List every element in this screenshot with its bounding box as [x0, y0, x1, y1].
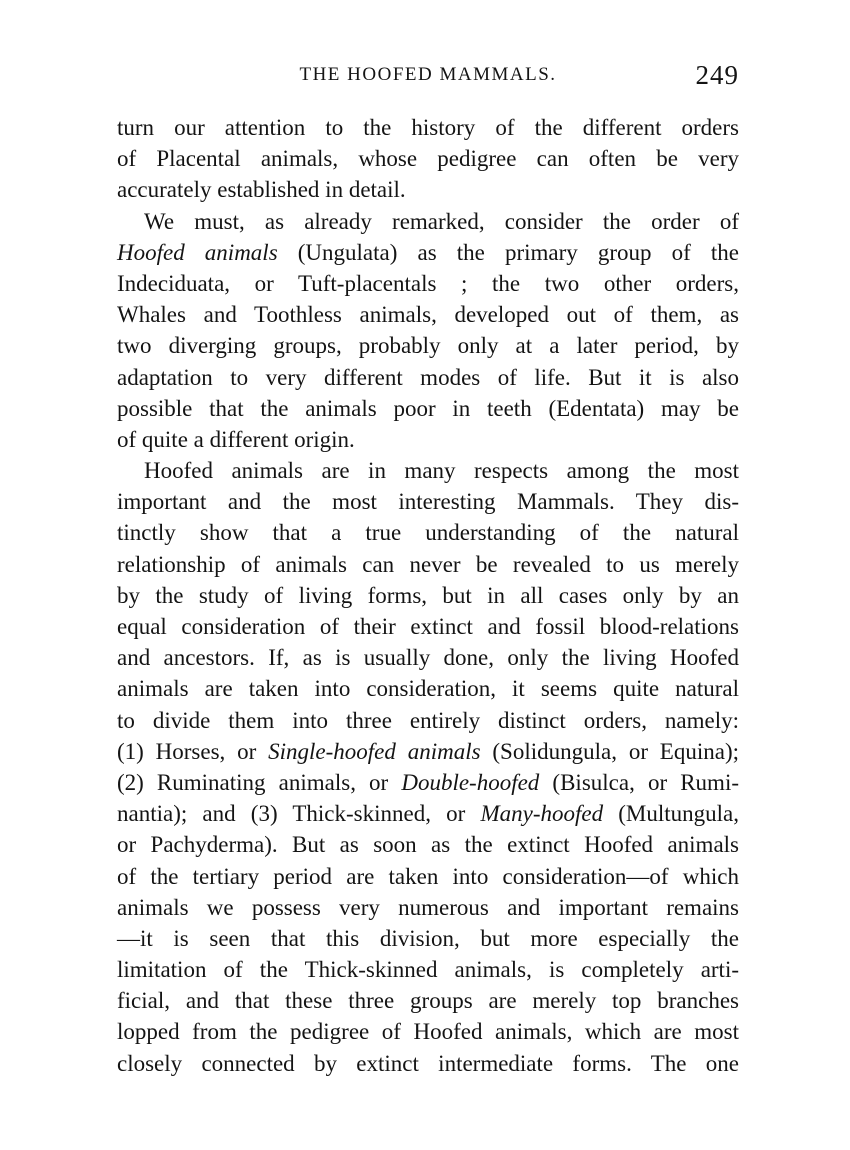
text-line: turn our attention to the history of the different orders [117, 115, 739, 140]
text-line: to divide them into three entirely distinct orders, namely: [117, 707, 739, 733]
text-line: and ancestors. If, as is usually done, only the living Hoofed [117, 645, 739, 671]
paragraph-start-line: We must, as already remarked, consider the order of [144, 208, 739, 234]
running-head [117, 58, 739, 94]
text-line: ficial, and that these three groups are merely top branches [117, 988, 739, 1014]
text-line: two diverging groups, probably only at a later period, by [117, 333, 739, 359]
text-line: or Pachyderma). But as soon as the extinct Hoofed animals [117, 832, 739, 858]
text-line: (1) Horses, or Single-hoofed animals (Solidungula, or Equina); [117, 738, 740, 764]
text-line: Whales and Toothless animals, developed out of them, as [117, 302, 739, 328]
text-line: —it is seen that this division, but more especially the [117, 925, 739, 951]
text-line: equal consideration of their extinct and fossil blood-relations [117, 614, 739, 639]
italic-term: Single-hoofed animals [268, 738, 481, 764]
text-line: relationship of animals can never be revealed to us merely [117, 551, 739, 577]
text-line: by the study of living forms, but in all cases only by an [117, 582, 739, 608]
text-line: nantia); and (3) Thick-skinned, or Many-hoofed (Multungula, [117, 801, 739, 827]
running-title: THE HOOFED MAMMALS. [299, 64, 557, 85]
text-line: important and the most interesting Mammals. They dis- [117, 489, 739, 515]
page-number: 249 [695, 60, 739, 90]
text-line: limitation of the Thick-skinned animals, is completely arti- [117, 957, 739, 983]
text-line: of quite a different origin. [117, 426, 355, 452]
text-line: of the tertiary period are taken into consideration—of which [117, 863, 739, 889]
text-line: tinctly show that a true understanding of the natural [117, 520, 739, 546]
text-line: of Placental animals, whose pedigree can often be very [117, 146, 739, 172]
text-line: animals we possess very numerous and important remains [117, 894, 739, 920]
text-line: Hoofed animals (Ungulata) as the primary group of the [117, 239, 739, 265]
text-line: accurately established in detail. [117, 177, 406, 203]
text-line: lopped from the pedigree of Hoofed animals, which are most [117, 1019, 739, 1045]
text-line: possible that the animals poor in teeth (Edentata) may be [117, 395, 739, 421]
body-text [117, 112, 739, 1079]
text-line: animals are taken into consideration, it seems quite natural [117, 676, 739, 702]
text-line: closely connected by extinct intermediate forms. The one [117, 1050, 739, 1076]
text-line: adaptation to very different modes of life. But it is also [117, 364, 739, 390]
italic-term: Double-hoofed [401, 769, 540, 795]
italic-term: Hoofed animals [117, 239, 278, 265]
text-line: Indeciduata, or Tuft-placentals ; the two other orders, [117, 270, 739, 296]
paragraph-start-line: Hoofed animals are in many respects among the most [144, 458, 739, 484]
text-line: (2) Ruminating animals, or Double-hoofed (Bisulca, or Rumi- [117, 769, 739, 795]
italic-term: Many-hoofed [480, 801, 604, 827]
